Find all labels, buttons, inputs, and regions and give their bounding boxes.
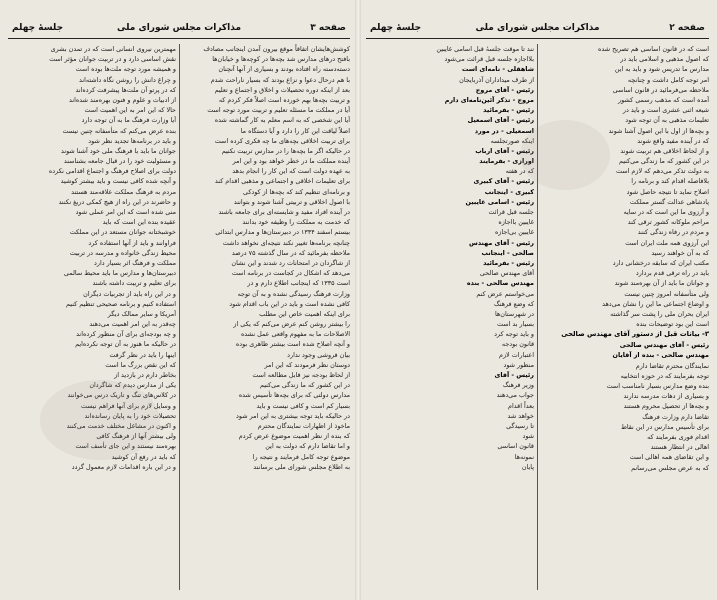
text-line: و باید توجه کرد <box>494 330 534 339</box>
text-line: و اما تقاضا دارم که دولت به این <box>265 442 350 451</box>
text-line: در حالیکه اگر ما بچه‌ها را در مدارس تربیت نکنیم <box>221 146 350 155</box>
text-line: دوستان نظر فرمودند که این امر <box>264 360 350 369</box>
text-line: می‌خواستم عرض کنم <box>476 289 534 298</box>
text-line: که به عرض مجلس می‌رسانم <box>631 463 709 472</box>
text-line: تعلیمات مذهبی به آن توجه شود <box>625 116 709 125</box>
text-line: نقش اساسی دارد و در تربیت جوانان مؤثر است <box>49 55 176 64</box>
text-line: آینده مملکت ما در خطر خواهد بود و این امر <box>232 157 350 166</box>
right-page-column-right <box>541 44 709 594</box>
text-line: که در پرتو آن ملت‌ها پیشرفت کرده‌اند <box>75 85 176 94</box>
text-line: رئیس - اسامی غایبین <box>465 197 534 206</box>
text-line: به اطلاع مجلس شورای ملی برسانند <box>253 462 350 471</box>
publication-title: مذاکرات مجلس شورای ملی <box>475 23 600 33</box>
session-label: جلسهٔ چهلم <box>370 23 422 33</box>
text-line: رئیس - آقای مهندس صالحی <box>619 341 709 350</box>
text-line: محیط زندگی خانواده و مدرسه در تربیت <box>69 248 176 257</box>
text-line: و برنامه‌ای تنظیم کند که بچه‌ها از کودکی <box>243 187 350 196</box>
text-line: منی شده است که این امر عملی شود <box>75 208 176 216</box>
text-line: مراحم ملوکانه کشور ترقی کند <box>627 218 709 227</box>
text-line: شیعه اثنی عشری است و باید در <box>622 106 709 115</box>
publication-title: مذاکرات مجلس شورای ملی <box>116 23 242 33</box>
text-line: رئیس - آقای مروج <box>475 85 534 94</box>
text-line: الاصلاحات ما به مفهوم واقعی عمل نشده <box>240 330 350 339</box>
text-line: برای تعلیم و تربیت داشته باشند <box>92 279 176 288</box>
text-line: رئیس - آقای کبیری <box>473 177 534 186</box>
text-line: تحصیلات خود را به پایان رسانده‌اند <box>84 411 176 420</box>
text-line: بافتح درهای مدارس شد بچه‌ها در کوچه‌ها و خیابان‌ها <box>212 55 350 64</box>
text-line: دسته‌دسته راه افتاده بودند و بسیاری از آنها آنچنان <box>218 65 350 74</box>
text-line: و همیشه مورد توجه ملت‌ها بوده است <box>75 65 176 74</box>
text-line: و مردم در رفاه زندگی کنند <box>637 228 709 237</box>
text-line: ولی متأسفانه امروز چنین نیست <box>624 289 709 298</box>
text-line: بلااجازه جلسه قبل قرائت می‌شود <box>444 55 534 64</box>
text-line: در آینده افراد مفید و شایسته‌ای برای جامعه باشند <box>218 208 350 216</box>
text-line: خوشبختانه جوانان مستعد در این مملکت <box>69 228 176 237</box>
text-line: امر توجه کامل داشت و چنانچه <box>627 75 709 84</box>
text-line: و باید در برنامه‌ها تجدید نظر شود <box>88 136 176 145</box>
right-page-header <box>366 22 709 39</box>
text-line: است ۱۳۳۵ که اینجانب اطلاع دارم و در <box>247 279 350 288</box>
text-line: چه‌قدر به این امر اهمیت می‌دهند <box>89 320 176 329</box>
text-line: اصلاً لیاقت این کار را دارد و آیا دستگاه ما <box>240 126 350 135</box>
text-line: و این تقاضای همه اهالی است <box>629 453 709 462</box>
text-line: صالحی - اینجانب <box>481 248 534 257</box>
text-line: رئیس - آقای <box>494 371 534 379</box>
text-line: با اصول اخلاقی و تربیتی آشنا شوند و بتوانند <box>233 197 350 206</box>
text-line: رئیس - آقای ارباب <box>475 146 534 155</box>
text-line: مدارس ما تدریس شود و باید به این <box>614 65 709 74</box>
text-line: مهندس صالحی - بنده از آقایان <box>612 351 709 360</box>
text-line: و آنچه اصلاح شده است بیشتر ظاهری بوده <box>235 340 350 349</box>
right-page-column-left <box>366 44 534 594</box>
section-heading: ۳- بیانات قبل از دستور آقای مهندس صالحی <box>561 330 709 339</box>
text-line: نمایندگان محترم تقاضا دارم <box>635 361 709 370</box>
text-line: از طرف میداداران آذربایجان <box>459 75 534 84</box>
text-line: که اصول مذهبی و اسلامی باید در <box>620 55 709 64</box>
text-line: کافی نشده است و باید در این باب اقدام شود <box>229 299 350 308</box>
text-line: که در هفته <box>505 167 534 176</box>
text-line: در کلاس‌های تنگ و تاریک درس می‌خوانند <box>67 391 176 400</box>
text-line: اعتبارات لازم <box>499 350 534 359</box>
text-line: رئیس - بفرمائید <box>483 258 534 267</box>
text-line: آقای مهندس صالحی <box>479 269 534 278</box>
text-line: اینکه صورتجلسه <box>490 136 534 145</box>
text-line: آیا وزارت فرهنگ ما به آن توجه دارد <box>81 116 176 125</box>
text-line: را بیشتر روشن کنم عرض می‌کنم که یکی از <box>233 320 350 329</box>
text-line: از شاگردان در امتحانات رد شدند و این نشان <box>231 258 350 267</box>
text-line: اورازی - بفرمایند <box>479 157 534 166</box>
text-line: بعد از اینکه دوره تحصیلات و اخلاق و اجتماع و تعلیم <box>214 85 350 94</box>
text-line: برای اینکه اهمیت خاص این مطلب <box>259 309 350 318</box>
text-line: در این کشور که ما زندگی می‌کنیم <box>619 157 709 166</box>
text-line: در حالیکه باید توجه بیشتری به این امر شود <box>236 411 350 420</box>
text-line: اسمعیلی - در مورد <box>474 126 534 135</box>
text-line: پادشاهی عدالت گستر مملکت <box>629 197 709 206</box>
text-line: است این بود توضیحات بنده <box>636 320 709 329</box>
text-line: و بچه‌ها از تحصیل محروم هستند <box>623 402 709 411</box>
text-line: آیا در مملکت ما مسئله تعلیم و تربیت مورد توجه است <box>207 106 350 115</box>
text-line: بهره‌مند نیستند و این جای تأسف است <box>75 442 176 451</box>
text-line: وزارت فرهنگ رسیدگی نشده و به آن توجه <box>237 289 350 298</box>
text-line: بلافاصله اقدام کند و برنامه را <box>631 177 709 186</box>
text-line: چنانچه برنامه‌ها تغییر نکند نتیجه‌ای نخواهد داشت <box>222 238 350 247</box>
text-line: و وسایل لازم برای آنها فراهم نیست <box>80 401 176 410</box>
text-line: و بسیاری از دهات مدرسه ندارند <box>623 392 709 401</box>
text-line: و چراغ دانش را روشن نگاه داشته‌اند <box>79 75 176 84</box>
text-line: به عهده دولت است که این کار را انجام بدهد <box>232 167 350 176</box>
text-line: ایران بحران ملی را پشت سر گذاشته <box>610 309 709 318</box>
text-line: مدارس دولتی که برای بچه‌ها تأسیس شده <box>238 391 350 400</box>
text-line: تقاضا دارم وزارت فرهنگ <box>642 412 709 421</box>
text-line: با هم درحال دعوا و نزاع بودند که بسیار ناراحت شدم <box>210 75 350 84</box>
text-line: و جوانان ما باید از آن بهره‌مند شوند <box>614 279 709 288</box>
text-line: بخاطر دارم در بازدید از <box>114 371 176 379</box>
text-line: بیستم اسفند ۱۳۳۴ در دبیرستان‌ها و مدارس ابتدائی <box>215 228 350 237</box>
text-line: و بچه‌ها از اول با این اصول آشنا شوند <box>608 126 709 135</box>
text-line: مهمترین نیروی انسانی است که در تمدن بشری <box>50 45 176 53</box>
text-line: که این نقص بزرگ ما است <box>105 360 176 369</box>
left-page <box>0 0 358 600</box>
text-line: اصلاح نماید تا نتیجه حاصل شود <box>626 187 709 196</box>
text-line: و آرزوی ما این است که در سایه <box>623 208 709 216</box>
left-page-header <box>8 22 350 39</box>
text-line: بعداً اقدام <box>508 401 534 410</box>
text-line: و اکنون در مشاغل مختلف خدمت می‌کنند <box>66 421 176 430</box>
text-line: و در این راه باید از تجربیات دیگران <box>83 289 176 298</box>
text-line: منظور شود <box>503 360 534 369</box>
text-line: جلسه قبل قرائت <box>488 208 534 216</box>
text-line: توجه بفرمایند که در حوزه انتخابیه <box>620 371 709 380</box>
text-line: استفاده کنیم و برنامه صحیحی تنظیم کنیم <box>66 299 176 308</box>
text-line: رئیس - آقای مهندس <box>469 238 534 247</box>
text-line: و اوضاع اجتماعی ما این را نشان می‌دهد <box>602 299 709 308</box>
text-line: غایبین بااجازه <box>498 218 534 227</box>
text-line: یکی از مدارس دیدم که شاگردان <box>89 381 176 390</box>
text-line: که به آن خواهند رسید <box>651 248 709 257</box>
text-line: حالا که این امر به این اهمیت است <box>84 106 176 115</box>
text-line: از لحاظ بودجه نیز قابل مطالعه است <box>252 371 350 379</box>
text-line: خواهد شد <box>507 411 534 420</box>
text-line: که بنده از نظر اهمیت موضوع عرض کردم <box>238 432 350 441</box>
text-line: شود <box>522 432 534 441</box>
text-line: این آرزوی همه ملت ایران است <box>625 238 709 247</box>
text-line: مهندس صالحی - بنده <box>466 279 534 288</box>
text-line: نند تا موقت جلسهٔ قبل اسامی غایبین <box>436 45 534 53</box>
text-line: وزیر فرهنگ <box>502 381 534 390</box>
text-line: که وضع فرهنگ <box>493 299 534 308</box>
text-line: آیا این شخصی که به اسم معلم به کار گماشته شده <box>214 116 350 125</box>
left-page-column-right <box>182 44 350 594</box>
text-line: باید در راه ترقی قدم بردارد <box>635 269 709 278</box>
text-line: پایان <box>521 462 534 471</box>
text-line: به دولت تذکر می‌دهم که لازم است <box>615 167 709 176</box>
text-line: بیان فروشی وجود ندارد <box>287 350 350 359</box>
text-line: آمده است که مذهب رسمی کشور <box>618 95 709 104</box>
right-page <box>358 0 717 600</box>
text-line: بنده وضع مدارس بسیار نامناسب است <box>606 382 709 390</box>
text-line: بنده عرض می‌کنم که متأسفانه چنین نیست <box>62 126 176 135</box>
text-line: عقیده بنده این است که باید <box>102 218 176 227</box>
text-line: جواب می‌دهند <box>496 391 534 400</box>
text-line: فراوانند و باید از آنها استفاده کرد <box>88 238 176 247</box>
text-line: کبیری - اینجانب <box>484 187 534 196</box>
text-line: برای تربیت اخلاقی بچه‌های ما چه فکری کرده است <box>214 136 350 145</box>
text-line: مروج - تذکر آئین‌نامه‌ای دارم <box>444 95 534 104</box>
text-line: که باید در رفع آن کوشید <box>111 452 176 461</box>
text-line: رئیس - آقای اسمعیل <box>467 116 534 125</box>
text-line: است که در قانون اساسی هم تصریح شده <box>598 45 709 53</box>
text-line: ولی بیشتر آنها از فرهنگ کافی <box>96 432 176 441</box>
text-line: در این کشور که ما زندگی می‌کنیم <box>260 381 350 390</box>
text-line: اهالی در انتظار هستند <box>650 443 709 452</box>
text-line: که خدمت به مملکت را وظیفه خود بدانند <box>242 218 350 227</box>
text-line: برای تأسیس مدارس در این نقاط <box>620 422 709 431</box>
text-line: مردم به فرهنگ مملکت علاقه‌مند هستند <box>71 187 176 196</box>
text-line: رئیس - بفرمائید <box>483 106 534 115</box>
text-line: اقدام فوری بفرمایند که <box>647 432 709 441</box>
column-divider <box>179 44 180 590</box>
text-line: آمریکا و سایر ممالک دیگر <box>107 309 176 318</box>
page-number: صفحه ۳ <box>310 23 346 33</box>
text-line: ماخوذ از اظهارات نمایندگان محترم <box>257 421 350 430</box>
text-line: و چه بودجه‌ای برای آن منظور کرده‌اند <box>76 330 176 339</box>
text-line: برای تعلیمات اخلاقی و اجتماعی و مذهبی اقدام کند <box>214 177 350 186</box>
text-line: شاهقلی - نامه‌ای است <box>461 65 534 74</box>
text-line: در حالیکه ما هنوز به آن توجه نکرده‌ایم <box>75 340 176 349</box>
text-line: و از لحاظ اخلاقی هم تربیت شوند <box>620 146 709 155</box>
text-line: و حاضرند در این راه از هیچ کمکی دریغ نکنند <box>58 197 176 206</box>
text-line: قانون اساسی <box>497 442 534 451</box>
text-line: موضوع توجه کامل فرمایند و نتیجه را <box>252 452 350 461</box>
text-line: و تربیت بچه‌ها بهم خورده است اصلاً فکر کردم که <box>218 95 350 104</box>
text-line: و مسئولیت خود را در قبال جامعه بشناسند <box>63 157 176 166</box>
column-divider <box>537 44 538 590</box>
text-line: قانون بودجه <box>501 340 534 349</box>
text-line: که در آینده مفید واقع شوند <box>637 136 709 145</box>
text-line: غایبین بی‌اجازه <box>494 228 534 237</box>
text-line: از ادبیات و علوم و فنون بهره‌مند شده‌اند <box>69 95 176 104</box>
text-line: مملکت و فرهنگ اثر بسیار دارد <box>94 258 176 267</box>
text-line: ملاحظه بفرمائید که در سال گذشته ۷۵ درصد <box>231 248 350 257</box>
text-line: جوانان ما باید با فرهنگ ملی خود آشنا شوند <box>60 146 176 155</box>
page-number: صفحه ۲ <box>669 23 705 33</box>
text-line: و آنچه شده کافی نیست و باید بیشتر کوشید <box>60 177 176 186</box>
text-line: کوشش‌هایشان اتفاقاً موقع بیرون آمدن اینجانب مصادف <box>203 45 350 53</box>
text-line: بسیار بد است <box>496 320 534 329</box>
text-line: دبیرستان‌ها و مدارس ما باید محیط سالمی <box>63 269 176 278</box>
text-line: می‌دهد که اشکال در کجاست در برنامه است <box>231 269 350 278</box>
text-line: دولت برای اصلاح فرهنگ و اجتماع اقدامی نکرده <box>48 167 176 176</box>
text-line: مکتب ایران که سابقه درخشانی دارد <box>612 258 709 267</box>
text-line: و در این باره اقدامات لازم معمول گردد <box>71 462 176 471</box>
text-line: بسیار کم است و کافی نیست و باید <box>256 401 350 410</box>
text-line: اینها را باید در نظر گرفت <box>109 350 176 359</box>
left-page-column-left <box>8 44 176 594</box>
text-line: ملاحظه می‌فرمائید در قانون اساسی <box>612 85 709 94</box>
text-line: نمونه‌ها <box>514 452 534 461</box>
text-line: در شهرستان‌ها <box>494 309 534 318</box>
session-label: جلسهٔ چهلم <box>12 23 64 33</box>
text-line: تا رسیدگی <box>506 421 534 430</box>
